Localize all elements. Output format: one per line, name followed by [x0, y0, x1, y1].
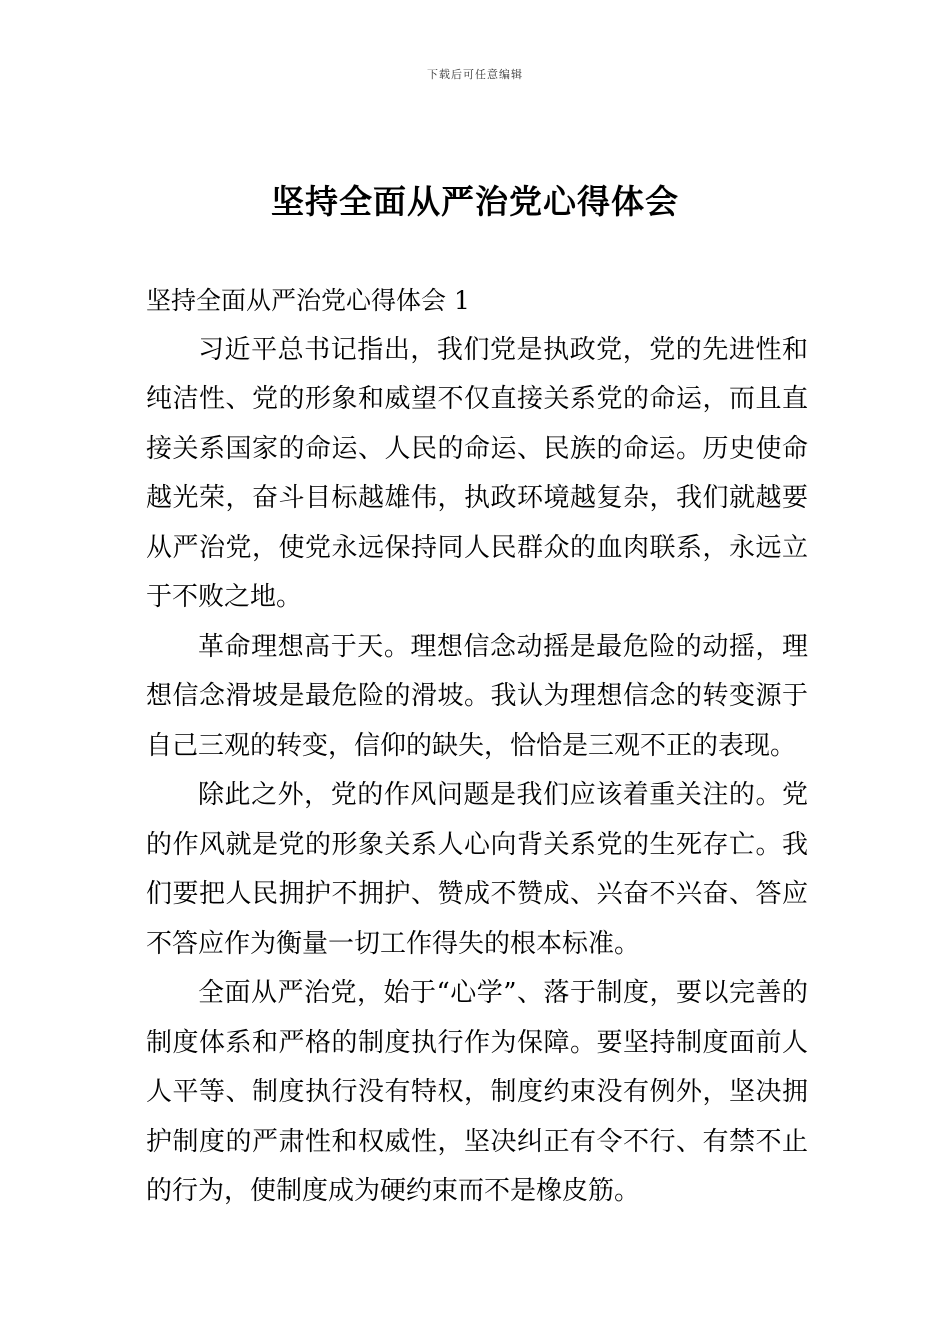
- paragraph: 习近平总书记指出，我们党是执政党，党的先进性和纯洁性、党的形象和威望不仅直接关系党的命运，而且直接关系国家的命运、人民的命运、民族的命运。历史使命越光荣，奋斗目标越雄伟，执政环境越复杂，我们就越要从严治党，使党永远保持同人民群众的血肉联系，永远立于不败之地。: [146, 334, 808, 612]
- section-subtitle: 坚持全面从严治党心得体会 1: [146, 286, 470, 315]
- paragraph: 革命理想高于天。理想信念动摇是最危险的动摇，理想信念滑坡是最危险的滑坡。我认为理想信念的转变源于自己三观的转变，信仰的缺失，恰恰是三观不正的表现。: [146, 631, 808, 761]
- paragraph: 全面从严治党，始于“心学”、落于制度，要以完善的制度体系和严格的制度执行作为保障。要坚持制度面前人人平等、制度执行没有特权，制度约束没有例外，坚决拥护制度的严肃性和权威性，坚决纠正有令不行、有禁不止的行为，使制度成为硬约束而不是橡皮筋。: [146, 978, 808, 1206]
- paragraph: 除此之外，党的作风问题是我们应该着重关注的。党的作风就是党的形象关系人心向背关系党的生死存亡。我们要把人民拥护不拥护、赞成不赞成、兴奋不兴奋、答应不答应作为衡量一切工作得失的根本标准。: [146, 780, 808, 959]
- document-body: [146, 276, 808, 1217]
- document-title: 坚持全面从严治党心得体会: [271, 182, 679, 221]
- header-note: 下载后可任意编辑: [427, 68, 523, 81]
